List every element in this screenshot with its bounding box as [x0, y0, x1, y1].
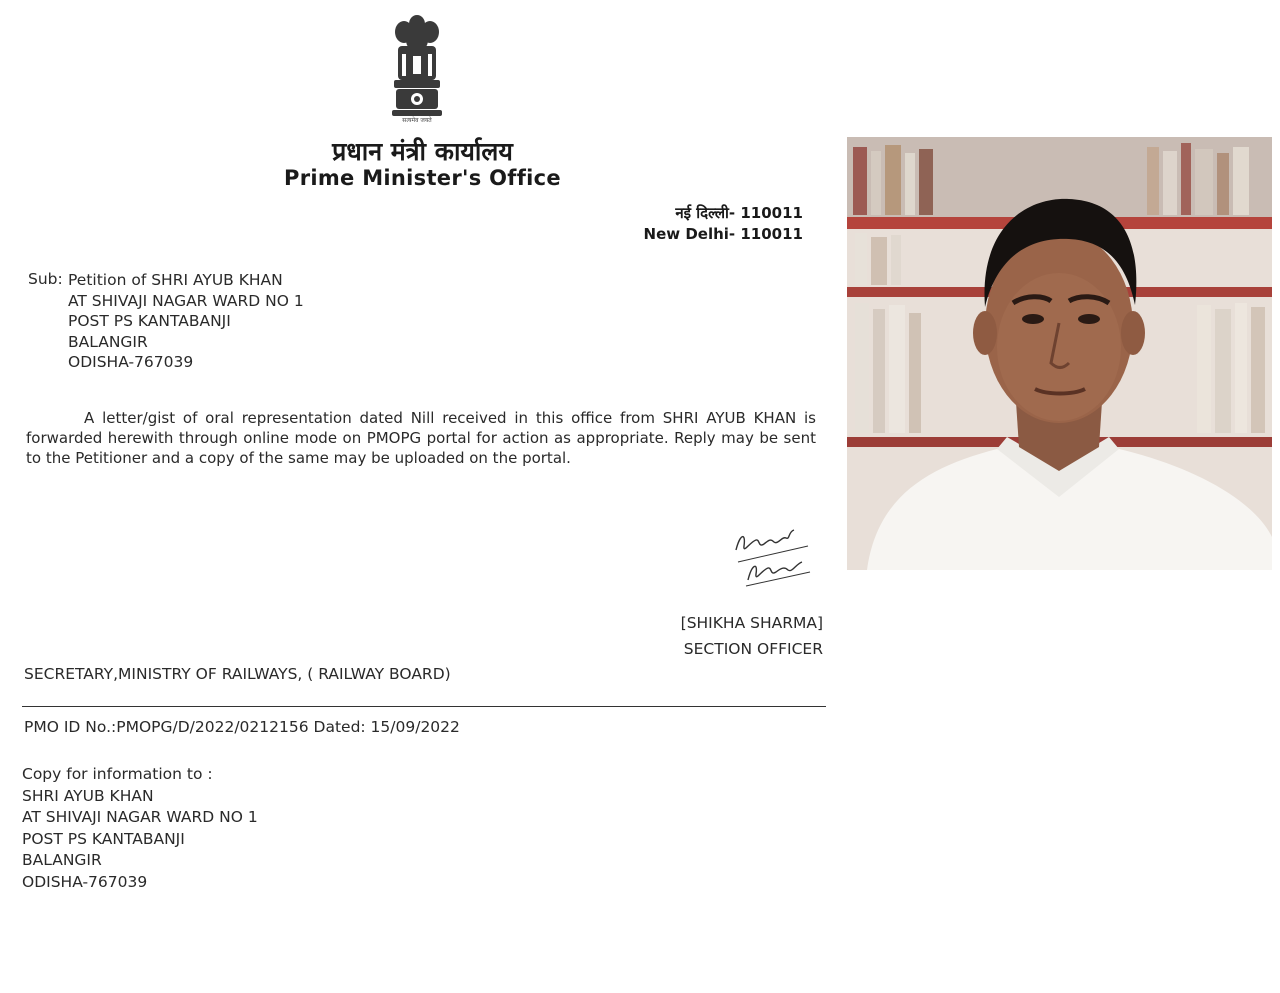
- pmo-id-line: PMO ID No.:PMOPG/D/2022/0212156 Dated: 15/09/2022: [24, 718, 460, 736]
- signatory-block: [681, 610, 823, 662]
- office-name-hindi: प्रधान मंत्री कार्यालय: [332, 137, 513, 166]
- handwritten-signature: [728, 520, 818, 590]
- recipient: SECRETARY,MINISTRY OF RAILWAYS, ( RAILWAY BOARD): [24, 665, 451, 683]
- copy-line: ODISHA-767039: [22, 872, 148, 891]
- subject-line: Petition of SHRI AYUB KHAN: [68, 271, 283, 289]
- subject-label: Sub:: [28, 270, 63, 288]
- address-hindi: नई दिल्ली- 110011: [675, 204, 803, 222]
- copy-block: [22, 764, 258, 893]
- copy-line: SHRI AYUB KHAN: [22, 786, 154, 805]
- copy-heading: Copy for information to :: [22, 765, 213, 783]
- signatory-name: [SHIKHA SHARMA]: [680, 614, 823, 632]
- subject-line: POST PS KANTABANJI: [68, 312, 231, 330]
- subject-line: BALANGIR: [68, 332, 148, 351]
- letter-body: A letter/gist of oral representation dated Nill received in this office from SHRI AYUB KHAN is forwarded herewith through online mode on PMOPG portal for action as appropriate. Reply may be sent to the Petitioner and a copy of the same may be uploaded on the portal.: [26, 409, 816, 467]
- divider: [22, 706, 826, 707]
- address-english: New Delhi- 110011: [643, 225, 803, 243]
- portrait-photo: [847, 137, 1272, 570]
- copy-line: AT SHIVAJI NAGAR WARD NO 1: [22, 808, 258, 826]
- copy-line: POST PS KANTABANJI: [22, 829, 185, 848]
- subject-line: AT SHIVAJI NAGAR WARD NO 1: [68, 291, 304, 310]
- emblem-caption: सत्यमेव जयते: [402, 117, 432, 124]
- national-emblem-icon: [384, 10, 450, 126]
- signatory-designation: SECTION OFFICER: [683, 640, 823, 658]
- office-name-english: Prime Minister's Office: [284, 166, 561, 190]
- subject-line: ODISHA-767039: [68, 353, 194, 371]
- copy-line: BALANGIR: [22, 851, 102, 869]
- subject-block: [68, 270, 304, 373]
